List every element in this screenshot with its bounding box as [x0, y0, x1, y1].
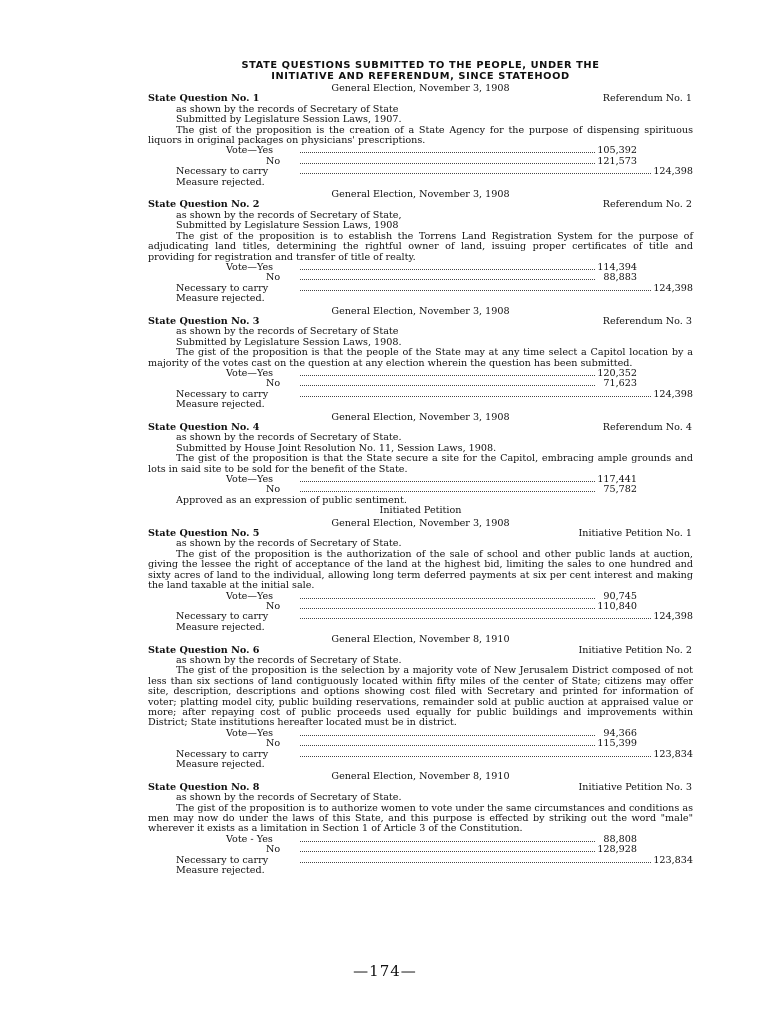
- carry-label: Necessary to carry: [176, 166, 269, 178]
- carry-value: 123,834: [653, 748, 693, 760]
- carry-value: 123,834: [653, 854, 693, 866]
- question-section: [148, 190, 693, 304]
- vote-yes-value: 90,745: [603, 590, 637, 602]
- document-page: [148, 60, 693, 876]
- dot-leader: [300, 491, 595, 492]
- proposition-gist: The gist of the proposition is the creation of a State Agency for the purpose of dispensing spirituous liquors in original packages on physicians' prescriptions.: [148, 124, 693, 147]
- question-section: [148, 519, 693, 633]
- vote-no-value: 75,782: [603, 484, 637, 496]
- vote-no-label: No: [266, 600, 281, 612]
- source-line: Submitted by Legislature Session Laws, 1908.: [176, 336, 402, 348]
- vote-yes-value: 117,441: [597, 474, 637, 486]
- election-heading: General Election, November 3, 1908: [331, 305, 510, 317]
- carry-label: Necessary to carry: [176, 854, 269, 866]
- referendum-number: Referendum No. 4: [602, 422, 692, 433]
- referendum-number: Referendum No. 3: [602, 315, 692, 327]
- vote-no-label: No: [266, 844, 281, 856]
- measure-result: Measure rejected.: [176, 621, 265, 633]
- election-heading: General Election, November 3, 1908: [331, 189, 510, 201]
- vote-no-value: 71,623: [603, 378, 637, 390]
- dot-leader: [300, 173, 651, 174]
- vote-no-label: No: [266, 378, 281, 390]
- question-number: State Question No. 6: [148, 644, 260, 656]
- referendum-number: Initiative Petition No. 2: [578, 644, 692, 656]
- measure-result: Measure rejected.: [176, 293, 265, 305]
- proposition-gist: The gist of the proposition is the authorization of the sale of school and other public lands at auction, giving the lessee the right of acceptance of the land at the highest bid, limiting the sales to one hundred and sixty acres of land to the individual, allowing long term deferred payments at six per cent interest and making the land taxable at the initial sale.: [148, 548, 693, 592]
- question-number: State Question No. 3: [148, 315, 260, 327]
- source-line: as shown by the records of Secretary of State.: [176, 792, 402, 804]
- source-line: Submitted by House Joint Resolution No. 11, Session Laws, 1908.: [176, 442, 497, 454]
- vote-yes-label: Vote—Yes: [226, 261, 274, 273]
- vote-no-value: 115,399: [597, 738, 637, 750]
- vote-no-value: 88,883: [603, 272, 637, 284]
- proposition-gist: The gist of the proposition is to establish the Torrens Land Registration System for the purpose of adjudicating land titles, determining the rightful owner of land, issuing proper certificates of title and providing for registration and transfer of title of realty.: [148, 230, 693, 263]
- election-heading: General Election, November 8, 1910: [331, 771, 510, 783]
- vote-yes-value: 114,394: [597, 261, 637, 273]
- proposition-gist: The gist of the proposition is the selection by a majority vote of New Jerusalem District composed of not less than six sections of land contiguously located within fifty miles of the center of State; citizens may offer site, description, descriptions and options showing cost filed with Secretary and printed for information of voter; platting model city, public building reservations, remainder sold at public auction at appraised value or more; after repaying cost of public proceeds used equally for public buildings and improvements within District; State institutions hereafter located must be in district.: [148, 665, 693, 729]
- question-number: State Question No. 8: [148, 781, 260, 793]
- source-line: Submitted by Legislature Session Laws, 1908: [176, 220, 399, 232]
- carry-label: Necessary to carry: [176, 748, 269, 760]
- dot-leader: [300, 279, 595, 280]
- vote-yes-label: Vote—Yes: [226, 474, 274, 486]
- vote-yes-label: Vote—Yes: [226, 367, 274, 379]
- questions-list: [148, 84, 693, 876]
- dot-leader: [300, 152, 595, 153]
- measure-result: Measure rejected.: [176, 759, 265, 770]
- source-line: as shown by the records of Secretary of State,: [176, 209, 402, 221]
- measure-result: Measure rejected.: [176, 399, 265, 411]
- source-line: as shown by the records of Secretary of State.: [176, 538, 402, 550]
- question-section: [148, 307, 693, 411]
- dot-leader: [300, 385, 595, 386]
- measure-result: Measure rejected.: [176, 176, 265, 188]
- vote-no-value: 128,928: [597, 844, 637, 856]
- election-heading: General Election, November 3, 1908: [331, 83, 510, 94]
- question-number: State Question No. 4: [148, 422, 260, 433]
- carry-value: 124,398: [653, 166, 693, 178]
- vote-yes-value: 88,808: [603, 833, 637, 845]
- vote-no-label: No: [266, 272, 281, 284]
- question-section: [148, 772, 693, 876]
- carry-value: 124,398: [653, 388, 693, 400]
- source-line: as shown by the records of Secretary of State.: [176, 432, 402, 444]
- question-number: State Question No. 5: [148, 528, 260, 540]
- subsection-heading: Initiated Petition: [379, 505, 462, 517]
- vote-yes-value: 94,366: [603, 727, 637, 739]
- vote-no-label: No: [266, 738, 281, 750]
- vote-no-label: No: [266, 155, 281, 167]
- carry-label: Necessary to carry: [176, 611, 269, 623]
- dot-leader: [300, 290, 651, 291]
- vote-yes-label: Vote—Yes: [226, 727, 274, 739]
- question-number: State Question No. 2: [148, 199, 260, 211]
- question-section: [148, 635, 693, 770]
- proposition-gist: The gist of the proposition is that the people of the State may at any time select a Capitol location by a majority of the votes cast on the question at any election wherein the question has been submitted.: [148, 347, 693, 369]
- title-line-2: INITIATIVE AND REFERENDUM, SINCE STATEHOOD: [271, 71, 570, 82]
- dot-leader: [300, 618, 651, 619]
- election-heading: General Election, November 3, 1908: [331, 517, 510, 529]
- dot-leader: [300, 756, 651, 757]
- vote-no-label: No: [266, 484, 281, 496]
- dot-leader: [300, 608, 595, 609]
- referendum-number: Initiative Petition No. 1: [578, 528, 692, 540]
- question-number: State Question No. 1: [148, 93, 260, 105]
- dot-leader: [300, 396, 651, 397]
- referendum-number: Referendum No. 2: [602, 199, 692, 211]
- carry-label: Necessary to carry: [176, 388, 269, 400]
- vote-no-value: 121,573: [597, 155, 637, 167]
- measure-result: Measure rejected.: [176, 865, 265, 877]
- dot-leader: [300, 598, 595, 599]
- dot-leader: [300, 745, 595, 746]
- carry-value: 124,398: [653, 611, 693, 623]
- measure-result: Approved as an expression of public sentiment.: [176, 494, 407, 506]
- referendum-number: Referendum No. 1: [602, 93, 692, 105]
- dot-leader: [300, 481, 595, 482]
- vote-yes-label: Vote - Yes: [226, 833, 273, 845]
- proposition-gist: The gist of the proposition is to authorize women to vote under the same circumstances and conditions as men may now do under the laws of this State, and this purpose is effected by striking out the word "male" wherever it exists as a limitation in Section 1 of Article 3 of the Constitution.: [148, 802, 693, 835]
- dot-leader: [300, 841, 595, 842]
- source-line: as shown by the records of Secretary of State.: [176, 654, 402, 666]
- proposition-gist: The gist of the proposition is that the State secure a site for the Capitol, embracing ample grounds and lots in said site to be sold for the benefit of the State.: [148, 453, 693, 475]
- referendum-number: Initiative Petition No. 3: [578, 781, 692, 793]
- vote-yes-value: 120,352: [597, 367, 637, 379]
- dot-leader: [300, 862, 651, 863]
- dot-leader: [300, 269, 595, 270]
- source-line: as shown by the records of Secretary of State: [176, 103, 399, 115]
- vote-no-value: 110,840: [597, 600, 637, 612]
- dot-leader: [300, 735, 595, 736]
- dot-leader: [300, 163, 595, 164]
- dot-leader: [300, 851, 595, 852]
- carry-label: Necessary to carry: [176, 282, 269, 294]
- election-heading: General Election, November 8, 1910: [331, 634, 510, 646]
- dot-leader: [300, 375, 595, 376]
- vote-yes-label: Vote—Yes: [226, 145, 274, 157]
- carry-value: 124,398: [653, 282, 693, 294]
- source-line: Submitted by Legislature Session Laws, 1907.: [176, 114, 402, 126]
- page-number: —174—: [353, 962, 417, 980]
- vote-yes-label: Vote—Yes: [226, 590, 274, 602]
- title-line-1: STATE QUESTIONS SUBMITTED TO THE PEOPLE, UNDER THE: [241, 60, 600, 71]
- page-title: [148, 60, 693, 82]
- question-section: [148, 84, 693, 188]
- source-line: as shown by the records of Secretary of State: [176, 326, 399, 338]
- election-heading: General Election, November 3, 1908: [331, 411, 510, 423]
- question-section: [148, 413, 693, 517]
- vote-yes-value: 105,392: [597, 145, 637, 157]
